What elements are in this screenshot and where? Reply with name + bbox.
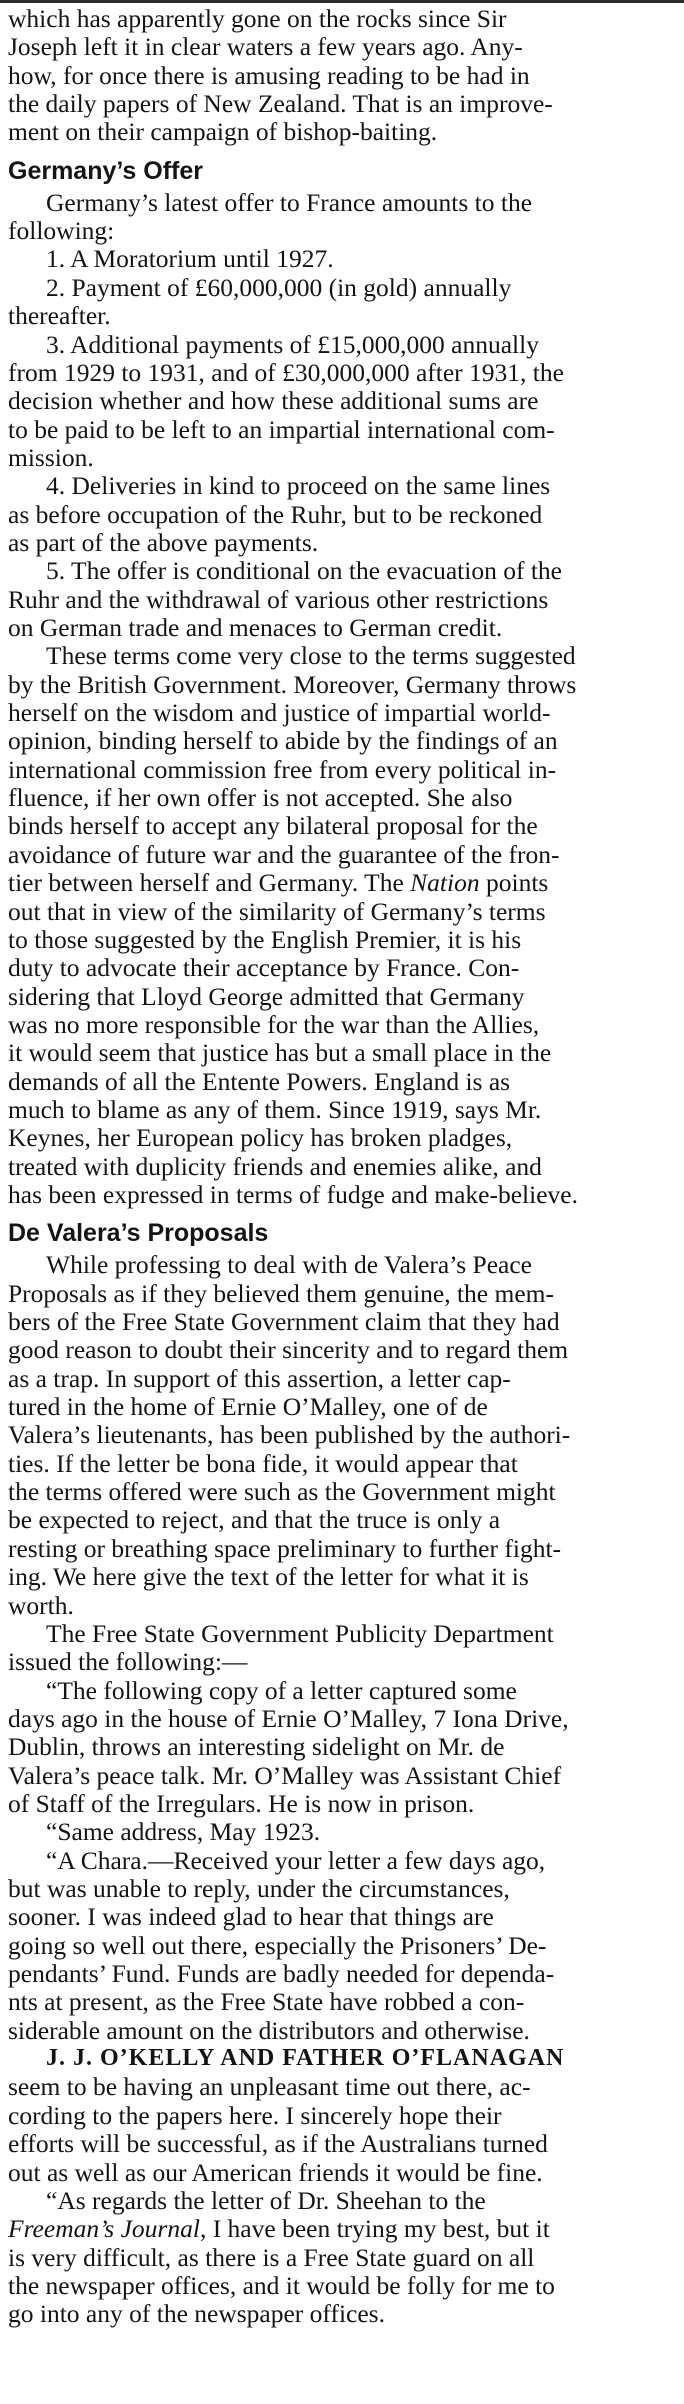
- text-line: [46, 1846, 545, 1875]
- line-text: Proposals as if they believed them genuine, the mem-: [8, 1279, 554, 1308]
- line-text: Germany’s latest offer to France amounts to the: [46, 188, 533, 217]
- text-line: [8, 89, 553, 118]
- text-line: [8, 117, 437, 146]
- section-heading: [8, 154, 203, 188]
- line-text: out as well as our American friends it would be fine.: [8, 2158, 543, 2187]
- text-line: [8, 386, 538, 415]
- text-line: [8, 1902, 494, 1931]
- text-line: [8, 1392, 488, 1421]
- line-text: bers of the Free State Government claim that they had: [8, 1307, 560, 1336]
- line-text: “A Chara.—Received your letter a few days ago,: [46, 1846, 546, 1875]
- line-text: sooner. I was indeed glad to hear that things are: [8, 1902, 494, 1931]
- text-line: [8, 811, 538, 840]
- line-text: siderable amount on the distributors and otherwise.: [8, 2016, 530, 2045]
- line-text: how, for once there is amusing reading to be had in: [8, 61, 530, 90]
- line-text: following:: [8, 216, 115, 245]
- line-text: resting or breathing space preliminary to further fight-: [8, 1534, 562, 1563]
- line-text: decision whether and how these additional sums are: [8, 386, 539, 415]
- line-text: Germany’s Offer: [8, 157, 203, 185]
- text-line: [8, 1874, 510, 1903]
- line-text: mission.: [8, 443, 94, 472]
- text-line: [8, 2158, 543, 2187]
- line-text: out that in view of the similarity of Germany’s terms: [8, 897, 546, 926]
- text-line: [8, 726, 558, 755]
- text-line: [46, 2044, 564, 2073]
- text-line: [8, 2129, 548, 2158]
- italic-title: Freeman’s Journal: [8, 2214, 200, 2243]
- line-text: international commission free from every political in-: [8, 755, 557, 784]
- line-text: While professing to deal with de Valera’s Peace: [46, 1250, 532, 1279]
- text-line: [46, 1619, 554, 1648]
- line-text: ing. We here give the text of the letter for what it is: [8, 1562, 529, 1591]
- text-line: [8, 1591, 74, 1620]
- italic-title: Nation: [410, 868, 480, 897]
- line-text: the daily papers of New Zealand. That is an improve-: [8, 89, 553, 118]
- line-text: of Staff of the Irregulars. He is now in prison.: [8, 1789, 475, 1818]
- text-line: [8, 1704, 569, 1733]
- line-text: opinion, binding herself to abide by the findings of an: [8, 726, 558, 755]
- text-line: [8, 897, 546, 926]
- line-text: De Valera’s Proposals: [8, 1219, 269, 1247]
- line-text: 3. Additional payments of £15,000,000 annually: [46, 330, 539, 359]
- text-line: [8, 2299, 385, 2328]
- text-line: [8, 1010, 539, 1039]
- line-text: days ago in the house of Ernie O’Malley, 7 Iona Drive,: [8, 1704, 569, 1733]
- line-text: avoidance of future war and the guarantee of the fron-: [8, 840, 560, 869]
- line-text: go into any of the newspaper offices.: [8, 2299, 385, 2328]
- line-text: tier between herself and Germany. The: [8, 868, 411, 897]
- line-text: efforts will be successful, as if the Australians turned: [8, 2129, 548, 2158]
- text-line: [8, 1449, 518, 1478]
- text-line: [8, 2101, 502, 2130]
- line-text: 4. Deliveries in kind to proceed on the same lines: [46, 471, 551, 500]
- text-line: [8, 783, 512, 812]
- line-text: seem to be having an unpleasant time out there, ac-: [8, 2072, 531, 2101]
- line-text: Valera’s lieutenants, has been published by the authori-: [8, 1420, 571, 1449]
- line-text: sidering that Lloyd George admitted that Germany: [8, 982, 525, 1011]
- text-line: [46, 471, 550, 500]
- line-text: is very difficult, as there is a Free State guard on all: [8, 2243, 535, 2272]
- line-text: 1. A Moratorium until 1927.: [46, 244, 334, 273]
- text-line: [8, 358, 564, 387]
- section-heading: [8, 1216, 268, 1250]
- line-text: Keynes, her European policy has broken pladges,: [8, 1123, 513, 1152]
- text-line: [8, 1279, 554, 1308]
- text-line: [46, 2186, 486, 2215]
- text-line: [8, 2243, 534, 2272]
- text-line: [8, 301, 111, 330]
- line-text: J. J. O’KELLY AND FATHER O’FLANAGAN: [46, 2045, 565, 2071]
- text-line: [8, 1152, 542, 1181]
- text-line: [46, 1250, 532, 1279]
- line-text: Joseph left it in clear waters a few years ago. Any-: [8, 32, 523, 61]
- line-text: ties. If the letter be bona fide, it would appear that: [8, 1449, 518, 1478]
- line-text: has been expressed in terms of fudge and make-believe.: [8, 1180, 578, 1209]
- line-text: 2. Payment of £60,000,000 (in gold) annually: [46, 273, 512, 302]
- text-line: [8, 698, 550, 727]
- text-line: [8, 1959, 554, 1988]
- text-line: [8, 2214, 550, 2243]
- text-line: [8, 585, 548, 614]
- text-line: [46, 188, 532, 217]
- line-text: Dublin, throws an interesting sidelight on Mr. de: [8, 1732, 505, 1761]
- line-text: 5. The offer is conditional on the evacuation of the: [46, 556, 562, 585]
- text-line: [8, 415, 555, 444]
- text-line: [8, 1420, 570, 1449]
- text-line: [46, 244, 334, 273]
- text-line: [46, 330, 539, 359]
- text-line: [8, 1335, 568, 1364]
- line-text: as before occupation of the Ruhr, but to be reckoned: [8, 500, 543, 529]
- text-line: [8, 2016, 530, 2045]
- line-text: demands of all the Entente Powers. England is as: [8, 1067, 511, 1096]
- text-line: [8, 1067, 510, 1096]
- text-line: [8, 2072, 531, 2101]
- line-text: treated with duplicity friends and enemies alike, and: [8, 1152, 542, 1181]
- line-text: good reason to doubt their sincerity and to regard them: [8, 1335, 569, 1364]
- text-line: [8, 1123, 512, 1152]
- text-line: [8, 1987, 524, 2016]
- line-text: as a trap. In support of this assertion, a letter cap-: [8, 1364, 511, 1393]
- line-text: Valera’s peace talk. Mr. O’Malley was Assistant Chief: [8, 1761, 562, 1790]
- text-line: [8, 670, 576, 699]
- line-text: The Free State Government Publicity Department: [46, 1619, 554, 1648]
- text-line: [8, 613, 502, 642]
- line-text: worth.: [8, 1591, 74, 1620]
- line-text: to be paid to be left to an impartial international com-: [8, 415, 555, 444]
- text-line: [8, 32, 523, 61]
- text-line: [8, 755, 556, 784]
- line-text: much to blame as any of them. Since 1919, says Mr.: [8, 1095, 542, 1124]
- text-line: [8, 1307, 560, 1336]
- line-text: tured in the home of Ernie O’Malley, one of de: [8, 1392, 488, 1421]
- line-text: Ruhr and the withdrawal of various other restrictions: [8, 585, 549, 614]
- line-text: “Same address, May 1923.: [46, 1817, 321, 1846]
- line-text: by the British Government. Moreover, Germany throws: [8, 670, 577, 699]
- text-line: [8, 1364, 511, 1393]
- text-line: [8, 1761, 561, 1790]
- line-text: on German trade and menaces to German credit.: [8, 613, 503, 642]
- text-line: [46, 556, 562, 585]
- line-text: “The following copy of a letter captured some: [46, 1676, 517, 1705]
- text-line: [46, 1676, 517, 1705]
- line-text: ment on their campaign of bishop-baiting.: [8, 117, 438, 146]
- line-text: the terms offered were such as the Government might: [8, 1477, 556, 1506]
- line-text: going so well out there, especially the Prisoners’ De-: [8, 1931, 547, 1960]
- text-line: [8, 925, 521, 954]
- text-line: [8, 216, 114, 245]
- line-text: be expected to reject, and that the truce is only a: [8, 1505, 501, 1534]
- line-text: the newspaper offices, and it would be folly for me to: [8, 2271, 555, 2300]
- line-text: These terms come very close to the terms suggested: [46, 641, 576, 670]
- text-line: [8, 1647, 247, 1676]
- line-text: thereafter.: [8, 301, 111, 330]
- text-line: [8, 982, 524, 1011]
- text-line: [8, 1038, 551, 1067]
- text-line: [46, 641, 576, 670]
- line-text: pendants’ Fund. Funds are badly needed for dependa-: [8, 1959, 555, 1988]
- text-line: [8, 500, 542, 529]
- line-text: to those suggested by the English Premier, it is his: [8, 925, 522, 954]
- line-text: herself on the wisdom and justice of impartial world-: [8, 698, 551, 727]
- line-text-tail: points: [479, 868, 549, 897]
- line-text: duty to advocate their acceptance by France. Con-: [8, 953, 520, 982]
- text-line: [8, 1732, 505, 1761]
- text-line: [8, 1562, 529, 1591]
- line-text: from 1929 to 1931, and of £30,000,000 after 1931, the: [8, 358, 564, 387]
- line-text-tail: , I have been trying my best, but it: [199, 2214, 550, 2243]
- line-text: was no more responsible for the war than the Allies,: [8, 1010, 540, 1039]
- line-text: issued the following:—: [8, 1647, 248, 1676]
- text-line: [8, 528, 318, 557]
- line-text: as part of the above payments.: [8, 528, 319, 557]
- text-line: [8, 1931, 546, 1960]
- line-text: binds herself to accept any bilateral proposal for the: [8, 811, 538, 840]
- text-line: [8, 1180, 578, 1209]
- line-text: cording to the papers here. I sincerely hope their: [8, 2101, 502, 2130]
- text-line: [46, 273, 511, 302]
- text-line: [8, 1789, 474, 1818]
- text-line: [8, 61, 530, 90]
- line-text: nts at present, as the Free State have robbed a con-: [8, 1987, 525, 2016]
- line-text: but was unable to reply, under the circumstances,: [8, 1874, 510, 1903]
- text-line: [8, 443, 94, 472]
- top-rule: [0, 0, 684, 3]
- line-text: “As regards the letter of Dr. Sheehan to the: [46, 2186, 486, 2215]
- text-line: [8, 1095, 541, 1124]
- text-line: [8, 1534, 561, 1563]
- text-line: [8, 4, 507, 33]
- text-line: [46, 1817, 320, 1846]
- text-line: [8, 1505, 500, 1534]
- line-text: which has apparently gone on the rocks since Sir: [8, 4, 507, 33]
- text-line: [8, 840, 560, 869]
- line-text: it would seem that justice has but a small place in the: [8, 1038, 552, 1067]
- text-line: [8, 868, 548, 897]
- text-line: [8, 1477, 556, 1506]
- text-line: [8, 953, 519, 982]
- line-text: fluence, if her own offer is not accepted. She also: [8, 783, 513, 812]
- text-line: [8, 2271, 555, 2300]
